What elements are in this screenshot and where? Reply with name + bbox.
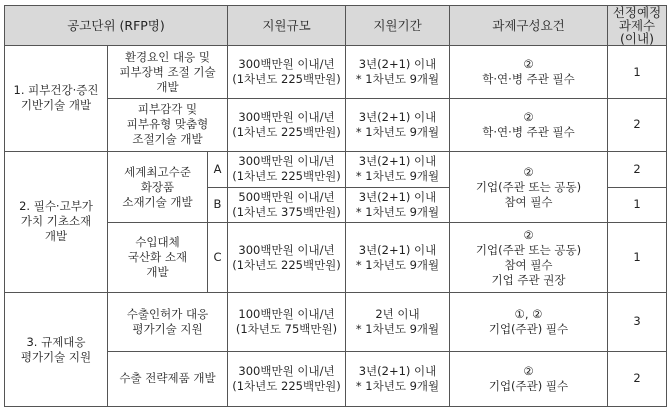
count-cell: 1 [608,187,667,223]
requirement-cell: ② 기업(주관) 필수 [450,351,608,406]
header-unit: 공고단위 (RFP명) [5,6,228,46]
rfp-name: 수출인허가 대응 평가기술 지원 [108,293,228,351]
rfp-name: 세계최고수준 화장품 소재기술 개발 [108,151,208,223]
requirement-cell: ② 학·연·병 주관 필수 [450,99,608,151]
rfp-name: 수출 전략제품 개발 [108,351,228,406]
group-title: 3. 규제대응 평가기술 지원 [5,293,108,407]
header-requirement: 과제구성요건 [450,6,608,46]
header-scale: 지원규모 [228,6,346,46]
group-title: 2. 필수·고부가 가치 기초소재 개발 [5,151,108,293]
count-cell: 2 [608,351,667,406]
rfp-name: 수입대체 국산화 소재 개발 [108,223,208,293]
rfp-name: 환경요인 대응 및 피부장벽 조절 기술 개발 [108,46,228,99]
requirement-cell: ①, ② 기업(주관) 필수 [450,293,608,351]
period-cell: 3년(2+1) 이내 * 1차년도 9개월 [346,46,450,99]
table-row [5,151,667,187]
period-cell: 3년(2+1) 이내 * 1차년도 9개월 [346,151,450,187]
table-row [5,293,667,351]
scale-cell: 300백만원 이내/년 (1차년도 225백만원) [228,351,346,406]
header-count: 선정예정 과제수 (이내) [608,6,667,46]
requirement-cell: ② 학·연·병 주관 필수 [450,46,608,99]
scale-cell: 100백만원 이내/년 (1차년도 75백만원) [228,293,346,351]
requirement-cell: ② 기업(주관 또는 공동) 참여 필수 [450,151,608,223]
sub-label: B [208,187,228,223]
scale-cell: 300백만원 이내/년 (1차년도 225백만원) [228,151,346,187]
scale-cell: 300백만원 이내/년 (1차년도 225백만원) [228,99,346,151]
scale-cell: 500백만원 이내/년 (1차년도 375백만원) [228,187,346,223]
sub-label: A [208,151,228,187]
group-title: 1. 피부건강·증진 기반기술 개발 [5,46,108,152]
period-cell: 3년(2+1) 이내 * 1차년도 9개월 [346,223,450,293]
sub-label: C [208,223,228,293]
count-cell: 1 [608,223,667,293]
scale-cell: 300백만원 이내/년 (1차년도 225백만원) [228,46,346,99]
rfp-table [4,5,667,407]
header-period: 지원기간 [346,6,450,46]
count-cell: 2 [608,151,667,187]
period-cell: 2년 이내 * 1차년도 9개월 [346,293,450,351]
count-cell: 3 [608,293,667,351]
table-row [5,46,667,99]
rfp-name: 피부감각 및 피부유형 맞춤형 조절기술 개발 [108,99,228,151]
count-cell: 1 [608,46,667,99]
period-cell: 3년(2+1) 이내 * 1차년도 9개월 [346,187,450,223]
scale-cell: 300백만원 이내/년 (1차년도 225백만원) [228,223,346,293]
period-cell: 3년(2+1) 이내 * 1차년도 9개월 [346,351,450,406]
period-cell: 3년(2+1) 이내 * 1차년도 9개월 [346,99,450,151]
count-cell: 2 [608,99,667,151]
header-row [5,6,667,46]
requirement-cell: ② 기업(주관 또는 공동) 참여 필수 기업 주관 권장 [450,223,608,293]
